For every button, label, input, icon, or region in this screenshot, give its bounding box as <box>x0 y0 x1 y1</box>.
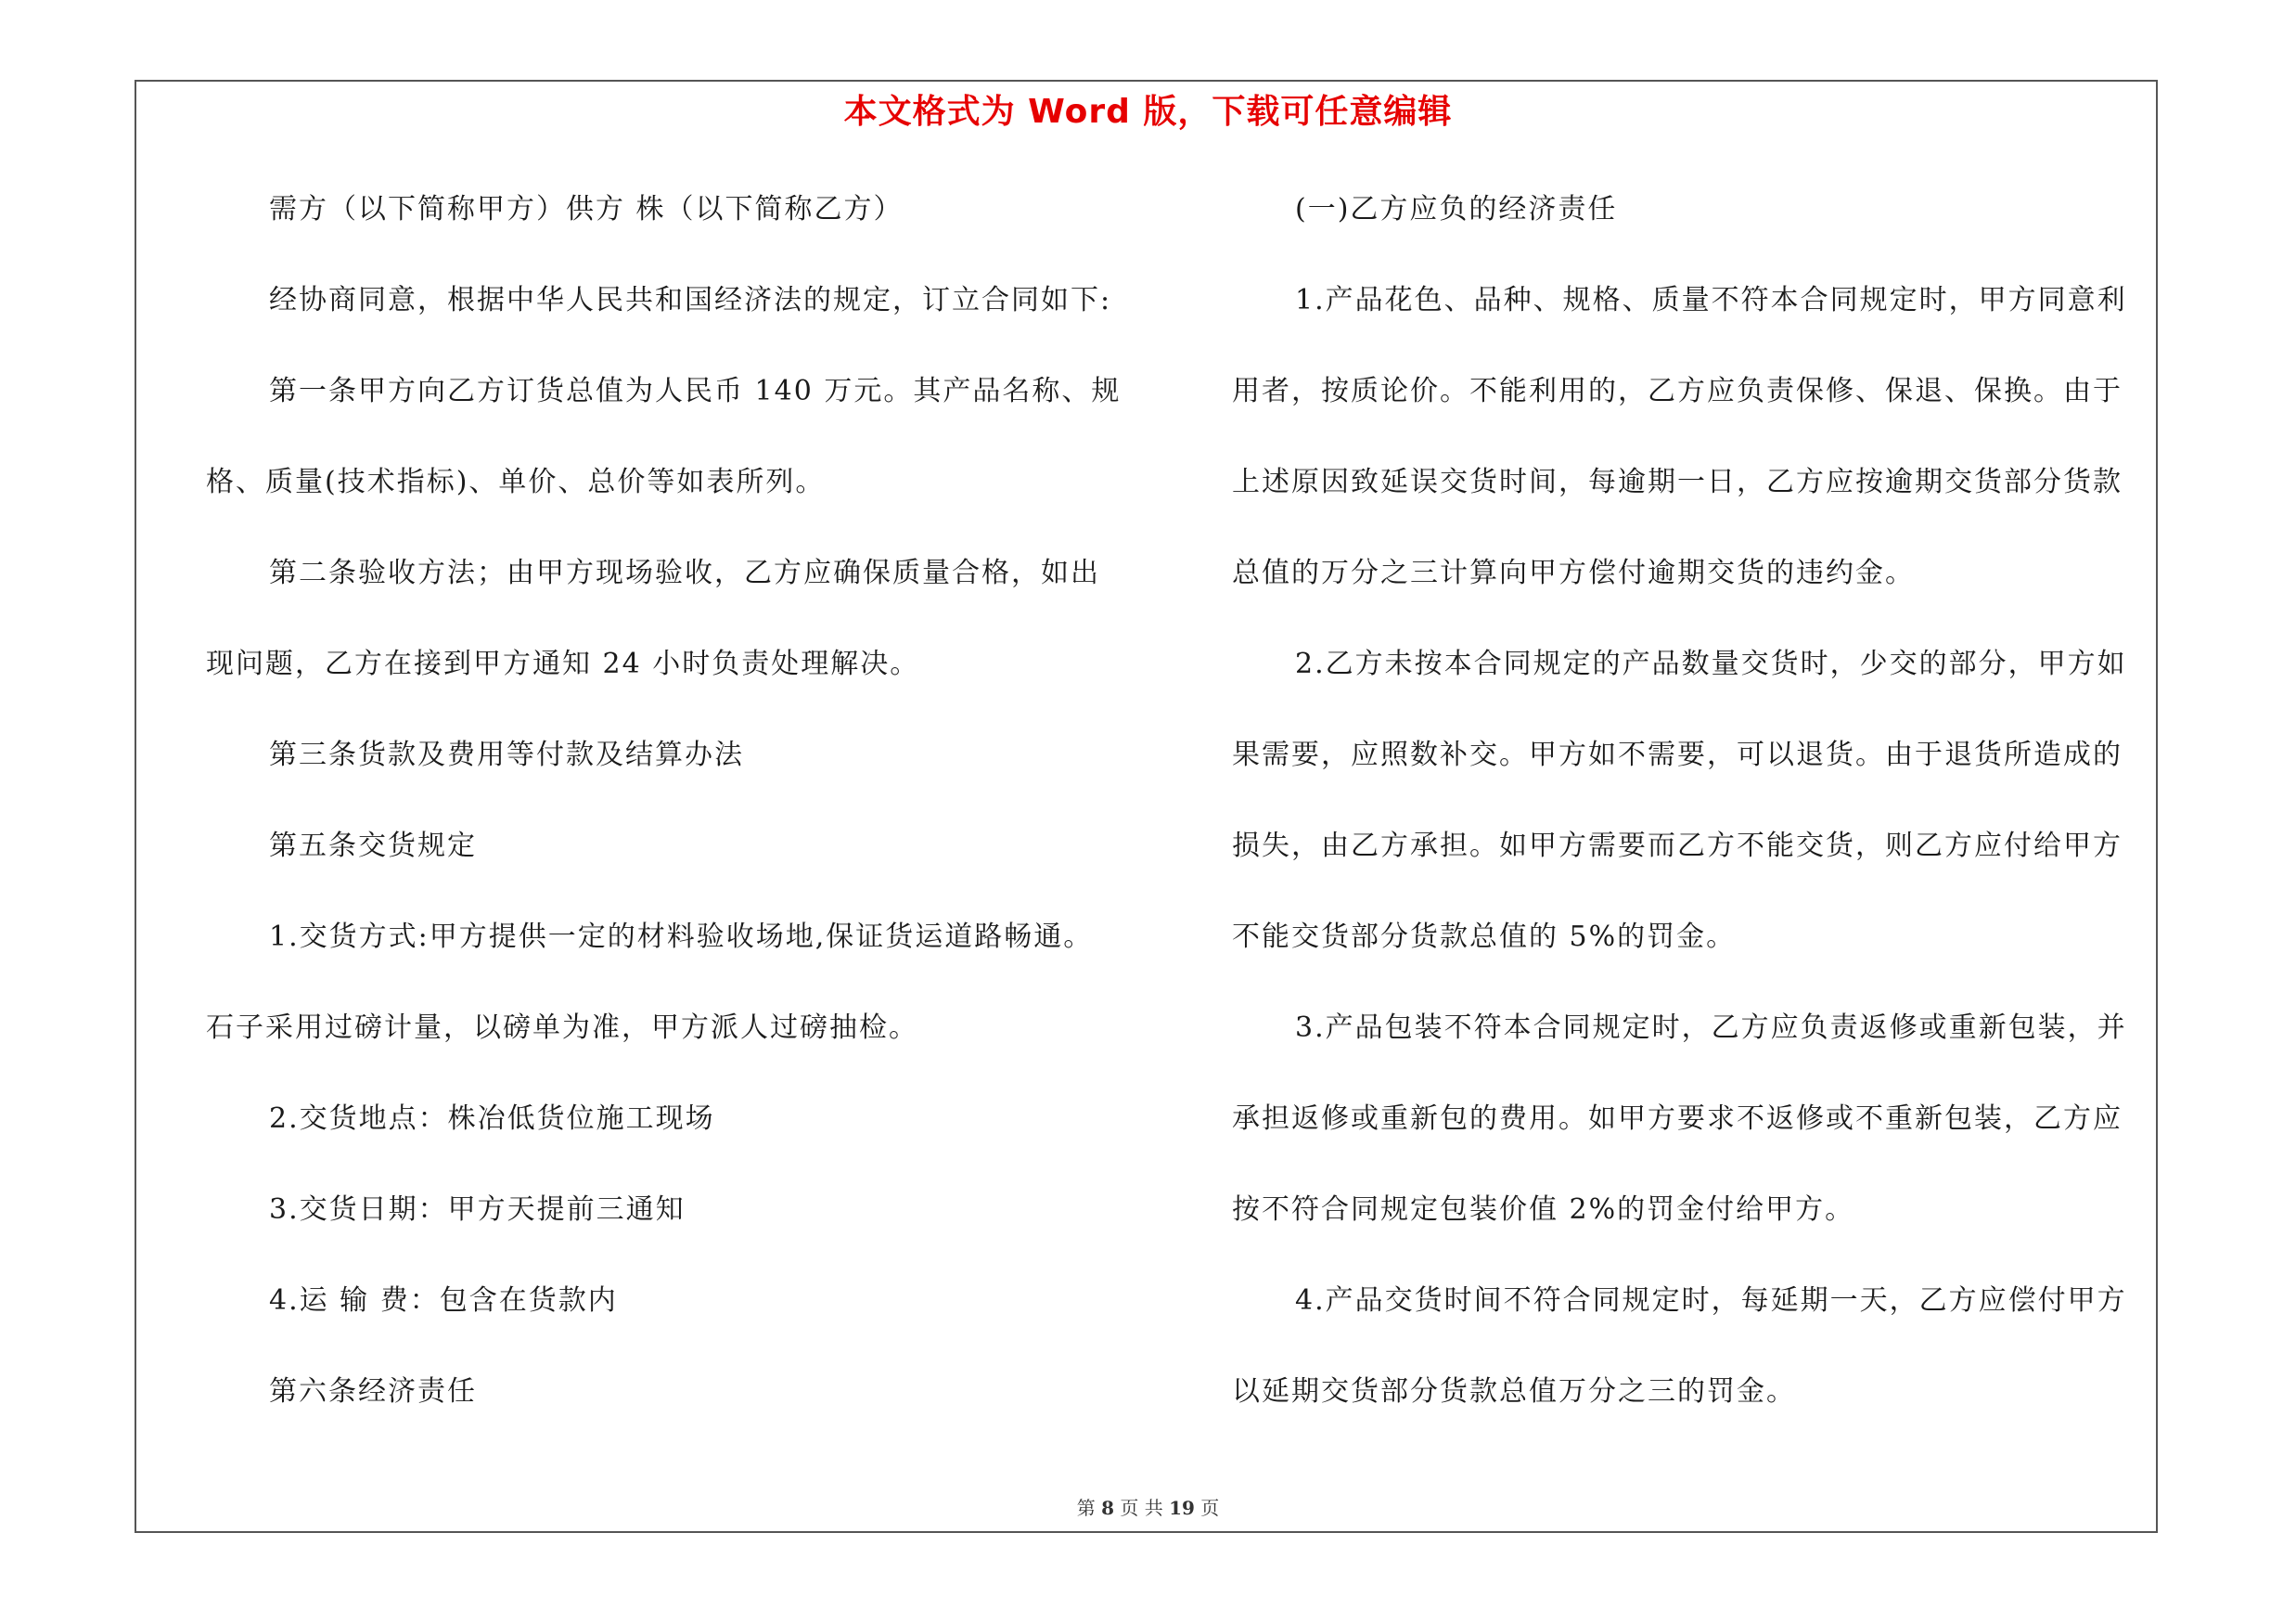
paragraph-line: 第一条甲方向乙方订货总值为人民币 140 万元。其产品名称、规 <box>269 375 1122 407</box>
paragraph-line: 第三条货款及费用等付款及结算办法 <box>269 739 744 771</box>
paragraph-line: 1.产品花色、品种、规格、质量不符本合同规定时，甲方同意利 <box>1295 284 2127 316</box>
paragraph-line: 经协商同意，根据中华人民共和国经济法的规定，订立合同如下: <box>269 284 1112 316</box>
paragraph-line: 用者，按质论价。不能利用的，乙方应负责保修、保退、保换。由于 <box>1232 375 2123 407</box>
right-column <box>1232 182 2150 1455</box>
paragraph-line: 承担返修或重新包的费用。如甲方要求不返修或不重新包装，乙方应 <box>1232 1102 2123 1135</box>
paragraph-line: 上述原因致延误交货时间，每逾期一日，乙方应按逾期交货部分货款 <box>1232 466 2123 498</box>
paragraph-line: (一)乙方应负的经济责任 <box>1295 193 1618 225</box>
paragraph-line: 损失，由乙方承担。如甲方需要而乙方不能交货，则乙方应付给甲方 <box>1232 830 2123 862</box>
footer-prefix: 第 <box>1076 1497 1096 1519</box>
paragraph-line: 2.乙方未按本合同规定的产品数量交货时，少交的部分，甲方如 <box>1295 648 2127 680</box>
paragraph-line: 格、质量(技术指标)、单价、总价等如表所列。 <box>206 466 826 498</box>
watermark-banner: 本文格式为 Word 版，下载可任意编辑 <box>843 93 1453 131</box>
paragraph-line: 1.交货方式:甲方提供一定的材料验收场地,保证货运道路畅通。 <box>269 921 1094 953</box>
paragraph-line: 第五条交货规定 <box>269 830 477 862</box>
paragraph-line: 以延期交货部分货款总值万分之三的罚金。 <box>1232 1375 1796 1408</box>
left-column <box>206 182 1134 1455</box>
paragraph-line: 第六条经济责任 <box>269 1375 477 1408</box>
total-page-number: 19 <box>1169 1497 1195 1519</box>
paragraph-line: 3.交货日期：甲方天提前三通知 <box>269 1193 686 1226</box>
paragraph-line: 果需要，应照数补交。甲方如不需要，可以退货。由于退货所造成的 <box>1232 739 2123 771</box>
paragraph-line: 4.产品交货时间不符合同规定时，每延期一天，乙方应偿付甲方 <box>1295 1284 2127 1317</box>
footer-mid: 页 共 <box>1120 1497 1163 1519</box>
paragraph-line: 现问题，乙方在接到甲方通知 24 小时负责处理解决。 <box>206 648 920 680</box>
paragraph-line: 2.交货地点：株冶低货位施工现场 <box>269 1102 715 1135</box>
paragraph-line: 第二条验收方法；由甲方现场验收，乙方应确保质量合格，如出 <box>269 557 1100 589</box>
paragraph-line: 需方（以下简称甲方）供方 株（以下简称乙方） <box>269 193 904 225</box>
paragraph-line: 石子采用过磅计量，以磅单为准，甲方派人过磅抽检。 <box>206 1011 918 1044</box>
paragraph-line: 3.产品包装不符本合同规定时，乙方应负责返修或重新包装，并 <box>1295 1011 2127 1044</box>
paragraph-line: 不能交货部分货款总值的 5%的罚金。 <box>1232 921 1737 953</box>
footer-suffix: 页 <box>1200 1497 1220 1519</box>
paragraph-line: 4.运 输 费：包含在货款内 <box>269 1284 618 1317</box>
page-footer <box>0 1493 2296 1520</box>
paragraph-line: 按不符合同规定包装价值 2%的罚金付给甲方。 <box>1232 1193 1855 1226</box>
current-page-number: 8 <box>1101 1497 1114 1519</box>
paragraph-line: 总值的万分之三计算向甲方偿付逾期交货的违约金。 <box>1232 557 1915 589</box>
